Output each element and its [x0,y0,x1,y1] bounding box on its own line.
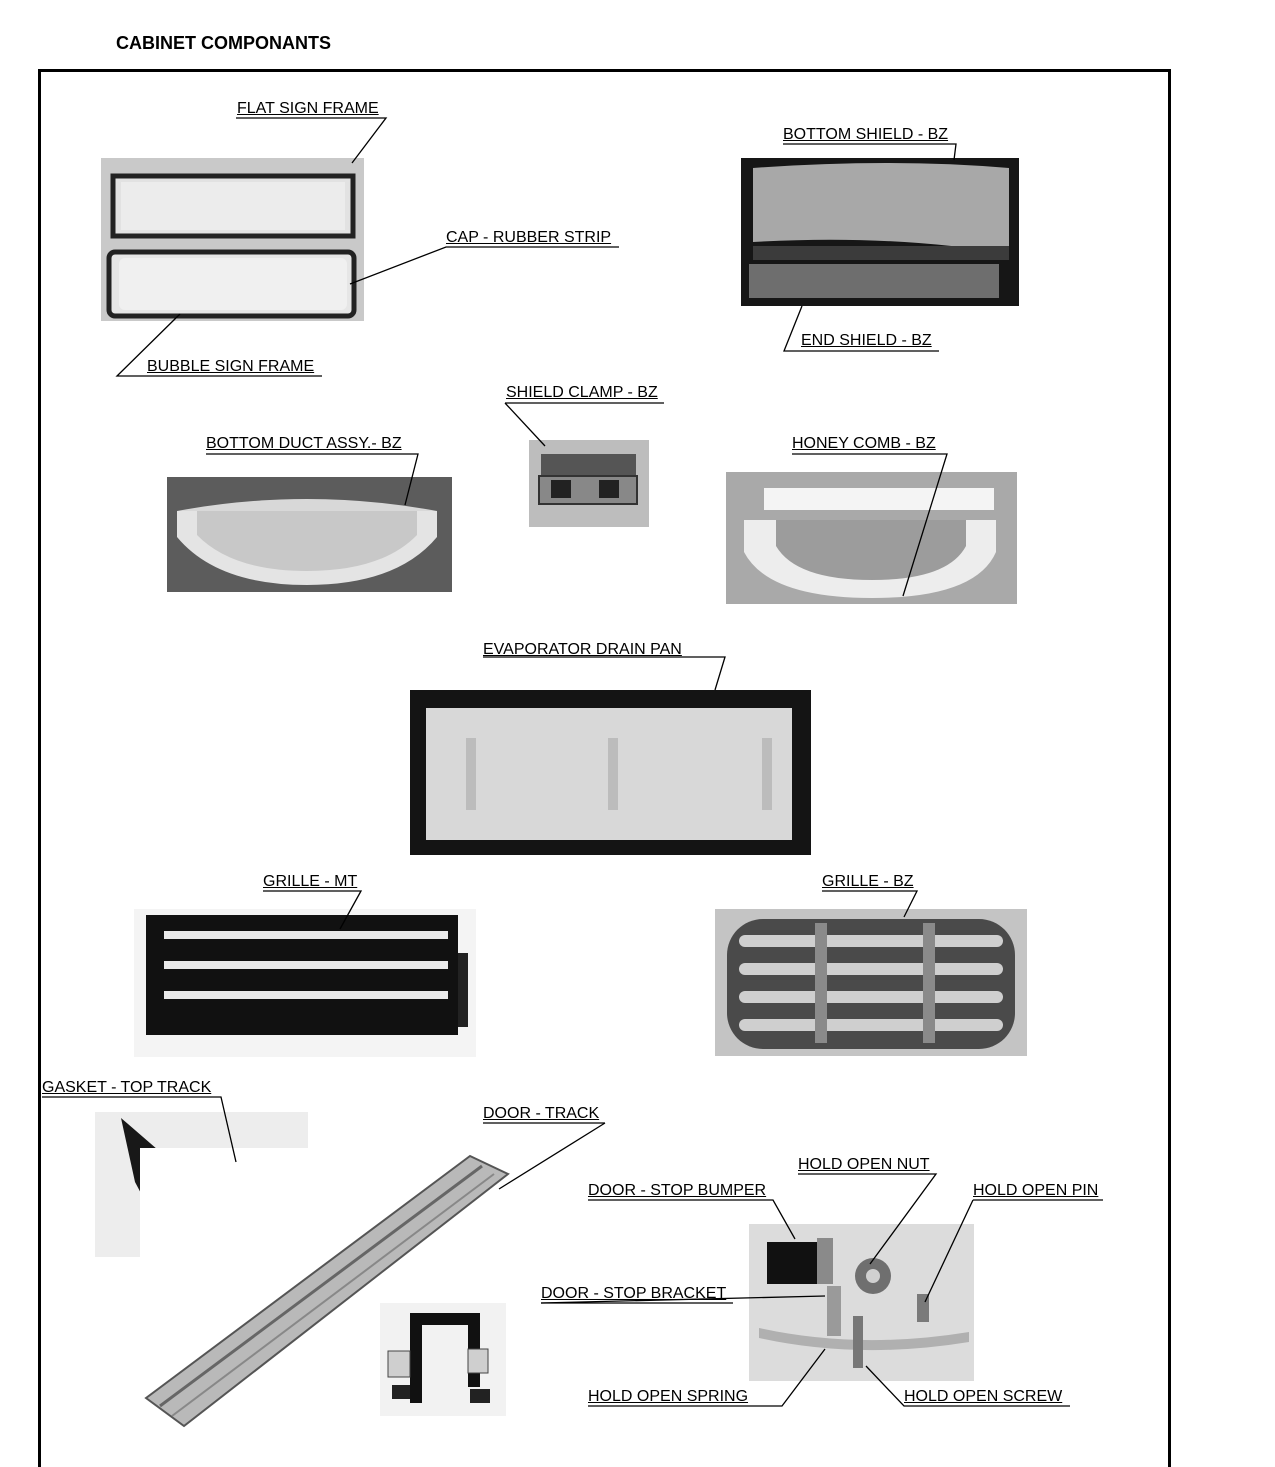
label-flat-sign-frame: FLAT SIGN FRAME [237,100,379,117]
label-bottom-shield: BOTTOM SHIELD - BZ [783,126,949,143]
label-cap-rubber-strip: CAP - RUBBER STRIP [446,229,612,246]
label-evaporator-drain-pan: EVAPORATOR DRAIN PAN [483,641,682,658]
label-shield-clamp: SHIELD CLAMP - BZ [506,384,658,401]
label-door-stop-bracket: DOOR - STOP BRACKET [541,1285,727,1302]
label-end-shield: END SHIELD - BZ [801,332,932,349]
label-door-stop-bumper: DOOR - STOP BUMPER [588,1182,767,1199]
label-gasket-top-track: GASKET - TOP TRACK [42,1079,212,1096]
label-hold-open-screw: HOLD OPEN SCREW [904,1388,1063,1405]
label-grille-bz: GRILLE - BZ [822,873,914,890]
label-honey-comb: HONEY COMB - BZ [792,435,936,452]
page-title: CABINET COMPONANTS [116,33,331,53]
label-hold-open-pin: HOLD OPEN PIN [973,1182,1099,1199]
label-bubble-sign-frame: BUBBLE SIGN FRAME [147,358,315,375]
label-hold-open-nut: HOLD OPEN NUT [798,1156,930,1173]
label-hold-open-spring: HOLD OPEN SPRING [588,1388,749,1405]
label-grille-mt: GRILLE - MT [263,873,358,890]
label-door-track: DOOR - TRACK [483,1105,600,1122]
label-bottom-duct: BOTTOM DUCT ASSY.- BZ [206,435,402,452]
